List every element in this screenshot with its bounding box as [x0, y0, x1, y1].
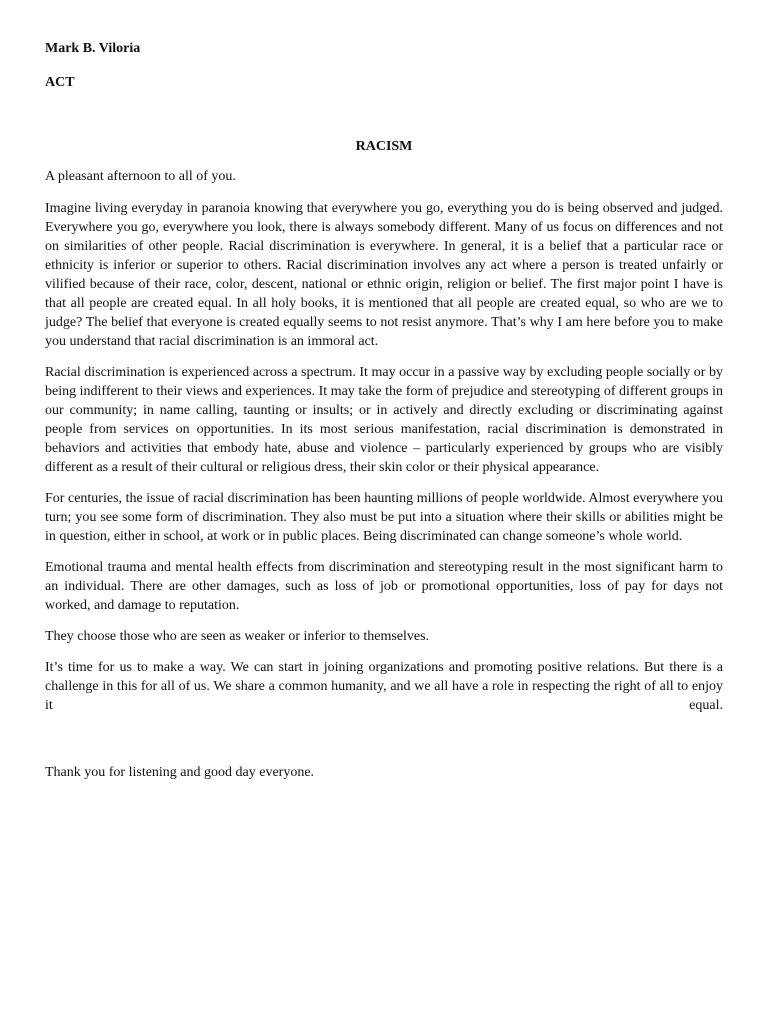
paragraph-1: Imagine living everyday in paranoia knowing that everywhere you go, everything you do is being observed and judged. Everywhere you go, everywhere you look, there is always somebody different. Many of us focus on differences and not on similarities of other people. Racial discrimination is everywhere. In general, it is a belief that a particular race or ethnicity is inferior or superior to others. Racial discrimination involves any act where a person is treated unfairly or vilified because of their race, color, descent, national or ethnic origin, religion or belief. The first major point I have is that all people are created equal. In all holy books, it is mentioned that all people are created equal, so who are we to judge? The belief that everyone is created equally seems to not resist anymore. That’s why I am here before you to make you understand that racial discrimination is an immoral act. [45, 201, 723, 349]
course-label: ACT [45, 75, 75, 90]
paragraph-6: It’s time for us to make a way. We can start in joining organizations and promoting positive relations. But there is a challenge in this for all of us. We share a common humanity, and we all have a role in respecting the right of all to enjoy it equal. [45, 660, 723, 713]
author-name: Mark B. Viloria [45, 41, 141, 56]
document-page [45, 40, 723, 782]
paragraph-3: For centuries, the issue of racial discrimination has been haunting millions of people worldwide. Almost everywhere you turn; you see some form of discrimination. They also must be put into a situation where their skills or abilities might be in question, either in school, at work or in public places. Being discriminated can change someone’s whole world. [45, 491, 723, 544]
paragraph-4: Emotional trauma and mental health effects from discrimination and stereotyping result in the most significant harm to an individual. There are other damages, such as loss of job or promotional opportunities, loss of pay for days not worked, and damage to reputation. [45, 560, 723, 613]
document-title: RACISM [355, 139, 413, 154]
paragraph-2: Racial discrimination is experienced across a spectrum. It may occur in a passive way by excluding people socially or by being indifferent to their views and experiences. It may take the form of prejudice and stereotyping of different groups in our community; in name calling, taunting or insults; or in actively and directly excluding or discriminating against people from services on opportunities. In its most serious manifestation, racial discrimination is demonstrated in behaviors and activities that embody hate, abuse and violence – particularly experienced by groups who are visibly different as a result of their cultural or religious dress, their skin color or their physical appearance. [45, 365, 723, 475]
closing-line: Thank you for listening and good day everyone. [45, 765, 315, 780]
greeting-line: A pleasant afternoon to all of you. [45, 169, 236, 184]
paragraph-5: They choose those who are seen as weaker or inferior to themselves. [45, 629, 430, 644]
